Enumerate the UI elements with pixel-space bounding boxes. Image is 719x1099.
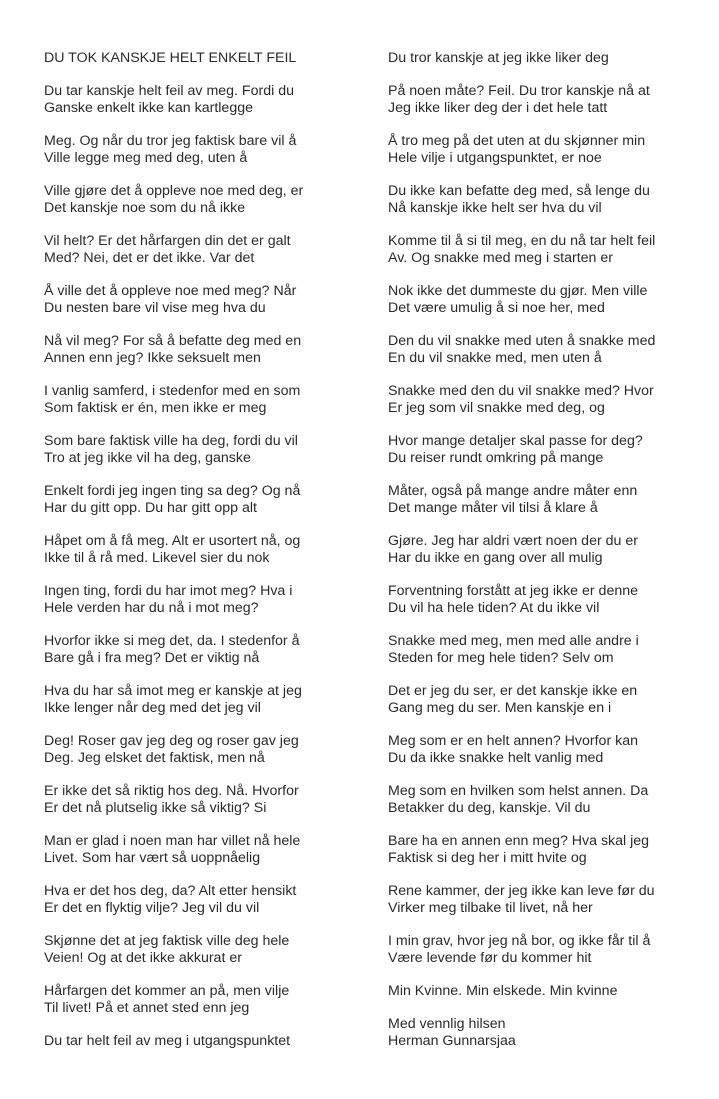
poem-line: Du da ikke snakke helt vanlig med	[388, 750, 604, 766]
poem-line: Meg som er en helt annen? Hvorfor kan	[388, 733, 638, 749]
poem-line: Er det nå plutselig ikke så viktig? Si	[44, 800, 267, 816]
stanza	[44, 483, 364, 517]
poem-line: Det være umulig å si noe her, med	[388, 300, 605, 316]
left-stanzas	[44, 83, 364, 1050]
poem-line: Det mange måter vil tilsi å klare å	[388, 500, 598, 516]
poem-line: Forventning forstått at jeg ikke er denne	[388, 583, 638, 599]
poem-line: Hårfargen det kommer an på, men vilje	[44, 983, 290, 999]
poem-line: Betakker du deg, kanskje. Vil du	[388, 800, 591, 816]
poem-line: Snakke med den du vil snakke med? Hvor	[388, 383, 654, 399]
right-column	[388, 50, 708, 1066]
stanza	[44, 683, 364, 717]
poem-line: Ville legge meg med deg, uten å	[44, 150, 248, 166]
poem-line: Nok ikke det dummeste du gjør. Men ville	[388, 283, 648, 299]
poem-line: Ganske enkelt ikke kan kartlegge	[44, 100, 253, 116]
poem-line: Rene kammer, der jeg ikke kan leve før du	[388, 883, 655, 899]
stanza	[388, 683, 708, 717]
stanza	[44, 183, 364, 217]
stanza	[44, 1033, 364, 1050]
poem-line: Som faktisk er én, men ikke er meg	[44, 400, 267, 416]
poem-line: Deg. Jeg elsket det faktisk, men nå	[44, 750, 265, 766]
poem-line: Hele verden har du nå i mot meg?	[44, 600, 259, 616]
stanza	[388, 233, 708, 267]
poem-line: Deg! Roser gav jeg deg og roser gav jeg	[44, 733, 299, 749]
poem-line: Hvorfor ikke si meg det, da. I stedenfor å	[44, 633, 300, 649]
poem-line: Har du ikke en gang over all mulig	[388, 550, 603, 566]
poem-line: Med vennlig hilsen	[388, 1016, 506, 1032]
poem-line: Gjøre. Jeg har aldri vært noen der du er	[388, 533, 638, 549]
poem-line: Nå kanskje ikke helt ser hva du vil	[388, 200, 602, 216]
stanza	[388, 50, 708, 67]
poem-line: Av. Og snakke med meg i starten er	[388, 250, 613, 266]
poem-line: Å tro meg på det uten at du skjønner min	[388, 133, 646, 149]
poem-line: Du tror kanskje at jeg ikke liker deg	[388, 50, 609, 66]
right-stanzas	[388, 50, 708, 1050]
stanza	[388, 633, 708, 667]
stanza	[44, 933, 364, 967]
stanza	[388, 133, 708, 167]
stanza	[44, 583, 364, 617]
poem-line: Meg som en hvilken som helst annen. Da	[388, 783, 649, 799]
stanza	[44, 283, 364, 317]
poem-line: Til livet! På et annet sted enn jeg	[44, 1000, 250, 1016]
stanza	[388, 183, 708, 217]
poem-line: Som bare faktisk ville ha deg, fordi du vil	[44, 433, 298, 449]
stanza	[44, 433, 364, 467]
stanza	[44, 233, 364, 267]
poem-line: Annen enn jeg? Ikke seksuelt men	[44, 350, 261, 366]
poem-line: Nå vil meg? For så å befatte deg med en	[44, 333, 302, 349]
stanza	[44, 633, 364, 667]
poem-line: Tro at jeg ikke vil ha deg, ganske	[44, 450, 251, 466]
poem-line: Bare gå i fra meg? Det er viktig nå	[44, 650, 260, 666]
poem-line: Være levende før du kommer hit	[388, 950, 592, 966]
poem-title: DU TOK KANSKJE HELT ENKELT FEIL	[44, 50, 297, 66]
poem-line: Hvor mange detaljer skal passe for deg?	[388, 433, 643, 449]
poem-line: Bare ha en annen enn meg? Hva skal jeg	[388, 833, 650, 849]
poem-line: Du nesten bare vil vise meg hva du	[44, 300, 266, 316]
poem-line: Du tar helt feil av meg i utgangspunktet	[44, 1033, 291, 1049]
stanza	[44, 383, 364, 417]
poem-line: Enkelt fordi jeg ingen ting sa deg? Og nå	[44, 483, 301, 499]
stanza	[44, 783, 364, 817]
poem-line: Snakke med meg, men med alle andre i	[388, 633, 639, 649]
stanza	[388, 783, 708, 817]
poem-line: Hele vilje i utgangspunktet, er noe	[388, 150, 602, 166]
stanza	[44, 733, 364, 767]
poem-line: Ville gjøre det å oppleve noe med deg, er	[44, 183, 304, 199]
poem-line: På noen måte? Feil. Du tror kanskje nå at	[388, 83, 650, 99]
poem-line: Hva du har så imot meg er kanskje at jeg	[44, 683, 302, 699]
stanza	[44, 533, 364, 567]
stanza	[44, 883, 364, 917]
poem-line: Den du vil snakke med uten å snakke med	[388, 333, 656, 349]
poem-line: En du vil snakke med, men uten å	[388, 350, 602, 366]
stanza	[388, 383, 708, 417]
poem-line: Komme til å si til meg, en du nå tar helt feil	[388, 233, 656, 249]
poem-line: Det kanskje noe som du nå ikke	[44, 200, 246, 216]
poem-line: Veien! Og at det ikke akkurat er	[44, 950, 242, 966]
poem-line: Er ikke det så riktig hos deg. Nå. Hvorfor	[44, 783, 299, 799]
poem-line: Med? Nei, det er det ikke. Var det	[44, 250, 255, 266]
stanza	[388, 1016, 708, 1050]
stanza	[388, 583, 708, 617]
stanza	[44, 983, 364, 1017]
poem-line: Er jeg som vil snakke med deg, og	[388, 400, 605, 416]
poem-line: Du vil ha hele tiden? At du ikke vil	[388, 600, 600, 616]
poem-line: Å ville det å oppleve noe med meg? Når	[44, 283, 297, 299]
poem-line: Har du gitt opp. Du har gitt opp alt	[44, 500, 257, 516]
poem-line: Du reiser rundt omkring på mange	[388, 450, 604, 466]
stanza	[44, 83, 364, 117]
poem-line: Ikke til å rå med. Likevel sier du nok	[44, 550, 270, 566]
poem-line: Du tar kanskje helt feil av meg. Fordi du	[44, 83, 294, 99]
stanza	[388, 933, 708, 967]
poem-line: Er det en flyktig vilje? Jeg vil du vil	[44, 900, 260, 916]
poem-line: Man er glad i noen man har villet nå hele	[44, 833, 301, 849]
poem-line: Ikke lenger når deg med det jeg vil	[44, 700, 261, 716]
stanza	[388, 733, 708, 767]
poem-line: Herman Gunnarsjaa	[388, 1033, 516, 1049]
poem-line: Ingen ting, fordi du har imot meg? Hva i	[44, 583, 293, 599]
poem-line: Vil helt? Er det hårfargen din det er galt	[44, 233, 291, 249]
poem-line: I vanlig samferd, i stedenfor med en som	[44, 383, 301, 399]
poem-line: Min Kvinne. Min elskede. Min kvinne	[388, 983, 618, 999]
poem-line: Du ikke kan befatte deg med, så lenge du	[388, 183, 650, 199]
poem-line: Hva er det hos deg, da? Alt etter hensikt	[44, 883, 297, 899]
stanza	[388, 333, 708, 367]
poem-line: Det er jeg du ser, er det kanskje ikke en	[388, 683, 638, 699]
stanza	[388, 883, 708, 917]
poem-line: Håpet om å få meg. Alt er usortert nå, og	[44, 533, 301, 549]
poem-line: Faktisk si deg her i mitt hvite og	[388, 850, 587, 866]
stanza	[388, 83, 708, 117]
stanza	[44, 133, 364, 167]
stanza	[388, 483, 708, 517]
poem-line: Jeg ikke liker deg der i det hele tatt	[388, 100, 608, 116]
left-column	[44, 50, 364, 1066]
poem-line: Meg. Og når du tror jeg faktisk bare vil å	[44, 133, 297, 149]
poem-line: Steden for meg hele tiden? Selv om	[388, 650, 614, 666]
stanza	[388, 983, 708, 1000]
stanza	[388, 833, 708, 867]
poem-line: Gang meg du ser. Men kanskje en i	[388, 700, 612, 716]
poem-line: Skjønne det at jeg faktisk ville deg hele	[44, 933, 290, 949]
stanza	[44, 833, 364, 867]
poem-line: I min grav, hvor jeg nå bor, og ikke får til å	[388, 933, 651, 949]
stanza	[388, 433, 708, 467]
stanza	[388, 533, 708, 567]
stanza	[388, 283, 708, 317]
poem-line: Livet. Som har vært så uoppnåelig	[44, 850, 261, 866]
stanza	[44, 333, 364, 367]
poem-line: Måter, også på mange andre måter enn	[388, 483, 638, 499]
poem-line: Virker meg tilbake til livet, nå her	[388, 900, 593, 916]
